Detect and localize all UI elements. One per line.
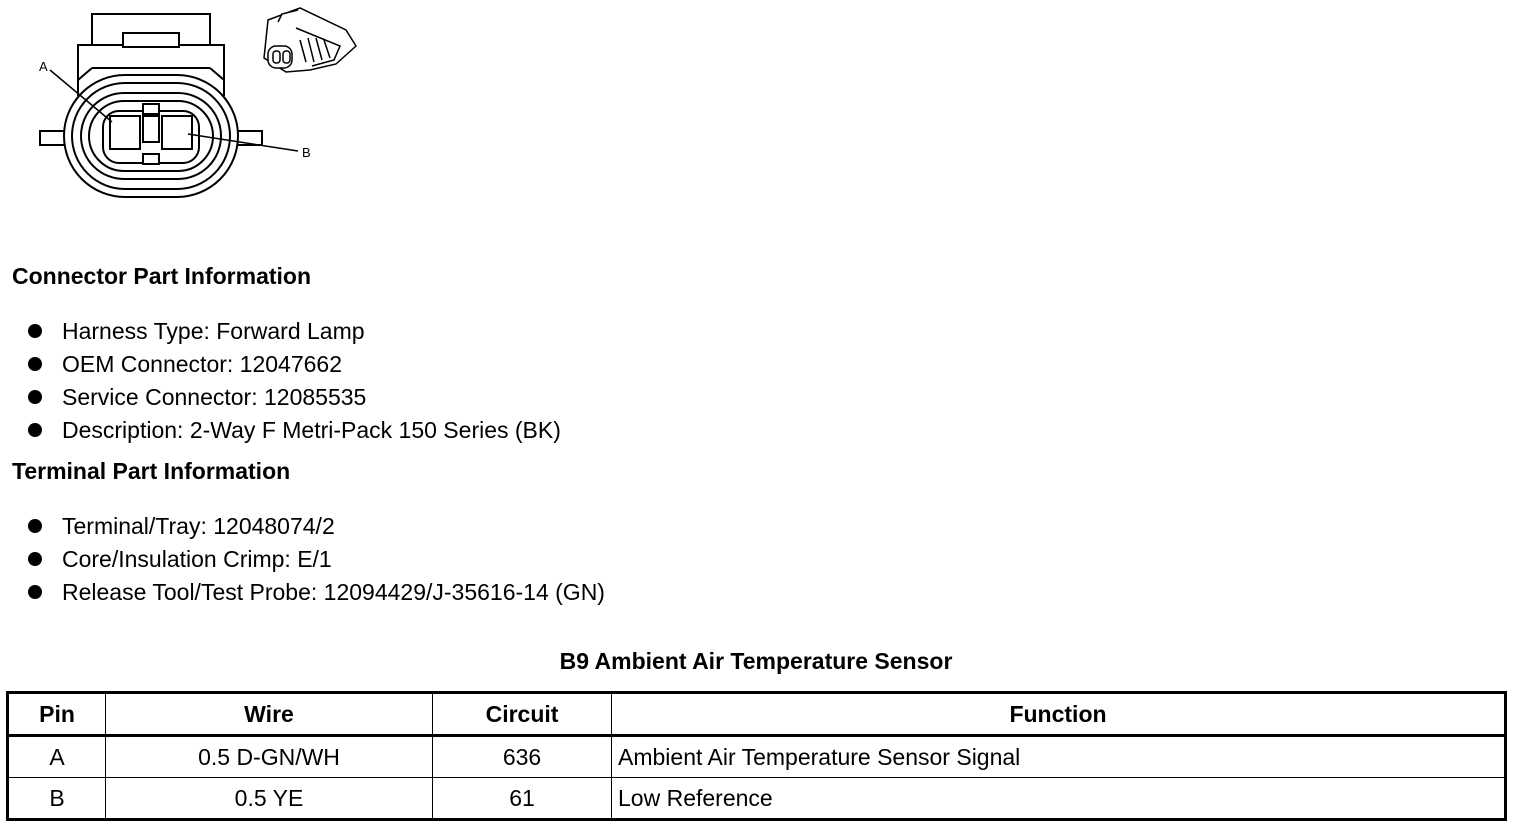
bullet-icon (28, 324, 42, 338)
connector-part-info-list (28, 316, 561, 448)
cell-circuit: 636 (433, 736, 612, 778)
list-item-text: Core/Insulation Crimp: E/1 (62, 546, 332, 572)
bullet-icon (28, 357, 42, 371)
list-item (28, 415, 561, 448)
list-item-text: OEM Connector: 12047662 (62, 351, 343, 377)
list-item (28, 544, 605, 577)
bullet-icon (28, 585, 42, 599)
connector-face-diagram (0, 0, 380, 210)
cell-pin: B (8, 778, 106, 820)
header-wire: Wire (106, 693, 433, 736)
header-function: Function (612, 693, 1506, 736)
list-item (28, 349, 561, 382)
connector-perspective-icon (264, 8, 356, 72)
list-item-text: Service Connector: 12085535 (62, 384, 367, 410)
cell-pin: A (8, 736, 106, 778)
terminal-part-info-heading: Terminal Part Information (12, 458, 291, 484)
list-item (28, 577, 605, 610)
bullet-icon (28, 552, 42, 566)
header-circuit: Circuit (433, 693, 612, 736)
table-row (8, 736, 1506, 778)
callout-b: B (302, 145, 311, 160)
bullet-icon (28, 390, 42, 404)
terminal-part-info-list (28, 511, 605, 610)
table-title: B9 Ambient Air Temperature Sensor (559, 648, 953, 674)
list-item (28, 382, 561, 415)
list-item (28, 511, 605, 544)
table-row (8, 778, 1506, 820)
cell-wire: 0.5 YE (106, 778, 433, 820)
bullet-icon (28, 423, 42, 437)
callout-a: A (39, 59, 48, 74)
header-pin: Pin (8, 693, 106, 736)
bullet-icon (28, 519, 42, 533)
list-item-text: Harness Type: Forward Lamp (62, 318, 365, 344)
cell-wire: 0.5 D-GN/WH (106, 736, 433, 778)
table-header-row (8, 693, 1506, 736)
pinout-table (6, 691, 1507, 821)
list-item-text: Terminal/Tray: 12048074/2 (62, 513, 335, 539)
cell-function: Ambient Air Temperature Sensor Signal (612, 736, 1506, 778)
list-item (28, 316, 561, 349)
list-item-text: Release Tool/Test Probe: 12094429/J-35616-14 (GN) (62, 579, 605, 605)
connector-part-info-heading: Connector Part Information (12, 263, 312, 289)
cell-circuit: 61 (433, 778, 612, 820)
list-item-text: Description: 2-Way F Metri-Pack 150 Series (BK) (62, 417, 561, 443)
cell-function: Low Reference (612, 778, 1506, 820)
